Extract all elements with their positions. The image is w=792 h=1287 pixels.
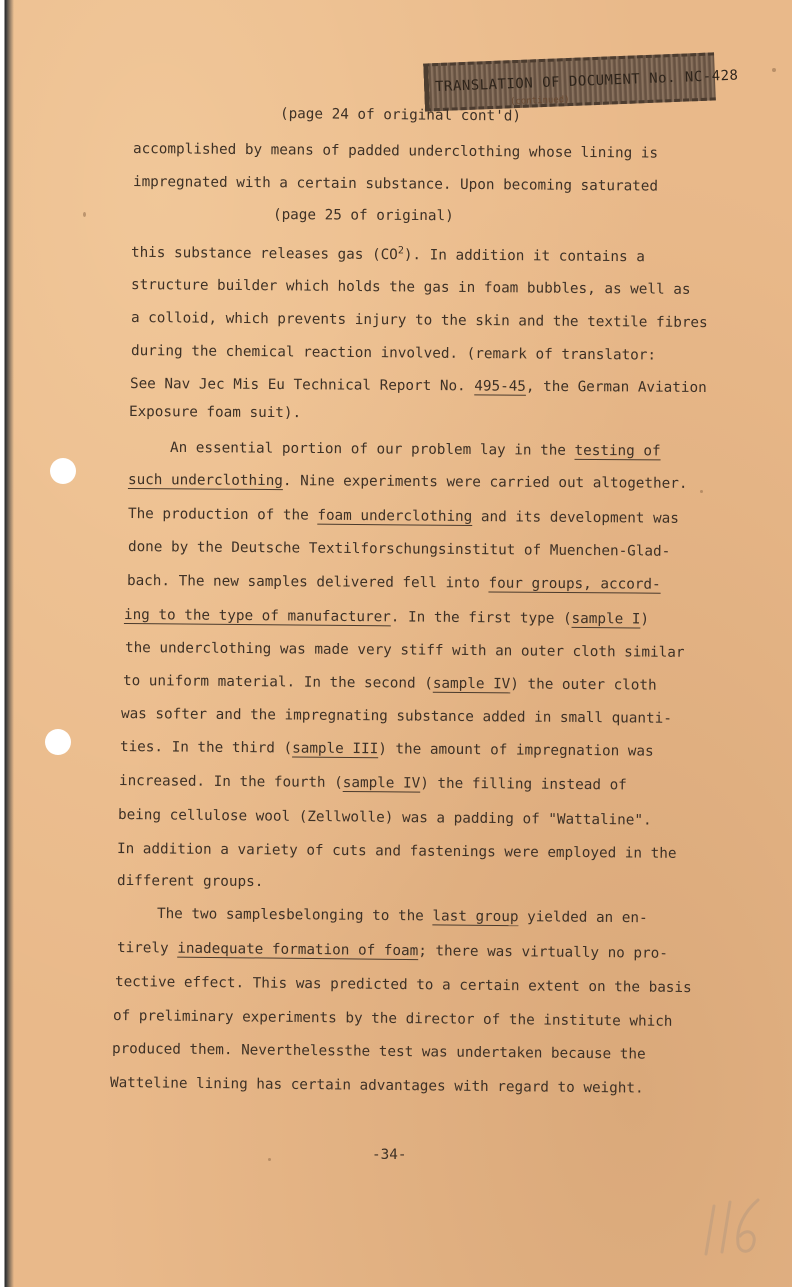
- text-line: impregnated with a certain substance. Upon becoming saturated: [132, 174, 659, 195]
- text-segment: An essential portion of our problem lay in the: [169, 440, 575, 459]
- text-line: [131, 243, 645, 265]
- text-segment: and its development was: [472, 509, 679, 527]
- text-segment: increased. In the fourth (: [118, 773, 343, 791]
- text-segment: , the German Aviation: [525, 378, 707, 397]
- text-line: [128, 472, 688, 492]
- underlined-phrase: ing to the type of manufacturer: [123, 607, 391, 626]
- punch-hole-top: [50, 458, 76, 484]
- text-line: [123, 673, 657, 694]
- report-number-underlined: 495-45: [474, 378, 527, 395]
- folio-116-drawing: [700, 1192, 764, 1272]
- text-line: being cellulose wool (Zellwolle) was a padding of "Wattaline".: [117, 807, 652, 829]
- text-line: [117, 940, 668, 962]
- text-line: during the chemical reaction involved. (remark of translator:: [130, 343, 657, 364]
- underlined-phrase: four groups, accord-: [488, 575, 661, 593]
- underlined-phrase: sample IV: [342, 774, 421, 792]
- text-line: structure builder which holds the gas in foam bubbles, as well as: [130, 277, 691, 298]
- text-line: [130, 376, 707, 396]
- text-segment: this substance releases gas (CO: [130, 244, 398, 264]
- text-line: tective effect. This was predicted to a certain extent on the basis: [114, 974, 692, 997]
- text-line: Exposure foam suit).: [128, 404, 302, 422]
- stamp-continued: (continued): [509, 94, 570, 108]
- page-ref-24: (page 24 of original cont'd): [279, 106, 522, 125]
- underlined-phrase: testing of: [574, 442, 661, 460]
- underlined-phrase: sample III: [292, 740, 379, 758]
- text-segment: ; there was virtually no pro-: [418, 943, 668, 962]
- text-line: [128, 506, 679, 527]
- text-segment: yielded an en-: [518, 909, 648, 927]
- page-ref-25: (page 25 of original): [272, 207, 454, 225]
- subscript-two: 2: [397, 245, 404, 257]
- text-line: In addition a variety of cuts and fastenings were employed in the: [116, 841, 677, 862]
- text-segment: ): [640, 611, 650, 628]
- text-line: [157, 906, 648, 926]
- handwritten-folio-number: [700, 1192, 764, 1272]
- paper-speck: [268, 1158, 271, 1161]
- underlined-phrase: last group: [432, 908, 519, 926]
- text-line: [124, 607, 649, 628]
- text-line: of preliminary experiments by the director of the institute which: [112, 1008, 673, 1030]
- underlined-phrase: sample I: [571, 610, 641, 628]
- text-line: Watteline lining has certain advantages with regard to weight.: [109, 1075, 644, 1097]
- paper-speck: [700, 490, 703, 493]
- text-segment: The two samplesbelonging to the: [156, 906, 433, 925]
- text-line: [119, 773, 627, 793]
- text-segment: ) the outer cloth: [510, 676, 657, 694]
- text-segment: ). In addition it contains a: [403, 247, 645, 266]
- text-segment: to uniform material. In the second (: [122, 673, 433, 692]
- underlined-phrase: inadequate formation of foam: [177, 940, 419, 960]
- text-line: accomplished by means of padded underclothing whose lining is: [132, 141, 659, 162]
- text-line: done by the Deutsche Textilforschungsinstitut of Muenchen-Glad-: [127, 539, 671, 560]
- underlined-phrase: such underclothing: [127, 472, 283, 490]
- paper-speck: [772, 68, 776, 72]
- text-segment: See Nav Jec Mis Eu Technical Report No.: [129, 376, 475, 395]
- text-line: the underclothing was made very stiff with an outer cloth similar: [124, 640, 685, 661]
- text-line: was softer and the impregnating substance added in small quanti-: [120, 706, 672, 727]
- text-segment: ) the filling instead of: [420, 775, 627, 794]
- punch-hole-bottom: [45, 729, 71, 755]
- text-line: [127, 573, 661, 593]
- text-segment: . Nine experiments were carried out altogether.: [282, 473, 688, 492]
- text-segment: ties. In the third (: [119, 739, 293, 757]
- text-line: a colloid, which prevents injury to the skin and the textile fibres: [130, 310, 708, 332]
- text-line: [170, 440, 661, 459]
- text-segment: bach. The new samples delivered fell into: [126, 573, 489, 592]
- text-segment: The production of the: [127, 506, 318, 524]
- text-segment: ) the amount of impregnation was: [378, 741, 654, 760]
- scan-edge: [0, 0, 22, 1287]
- underlined-phrase: foam underclothing: [317, 507, 473, 526]
- text-line: [120, 739, 654, 760]
- text-segment: tirely: [116, 940, 178, 957]
- text-segment: . In the first type (: [390, 609, 572, 627]
- page-number: -34-: [372, 1147, 407, 1163]
- stamp-title: TRANSLATION OF DOCUMENT No. NC-428: [434, 67, 739, 96]
- paper-speck: [83, 212, 86, 217]
- text-line: different groups.: [116, 873, 264, 891]
- text-line: produced them. Neverthelessthe test was undertaken because the: [111, 1041, 646, 1063]
- underlined-phrase: sample IV: [432, 675, 511, 693]
